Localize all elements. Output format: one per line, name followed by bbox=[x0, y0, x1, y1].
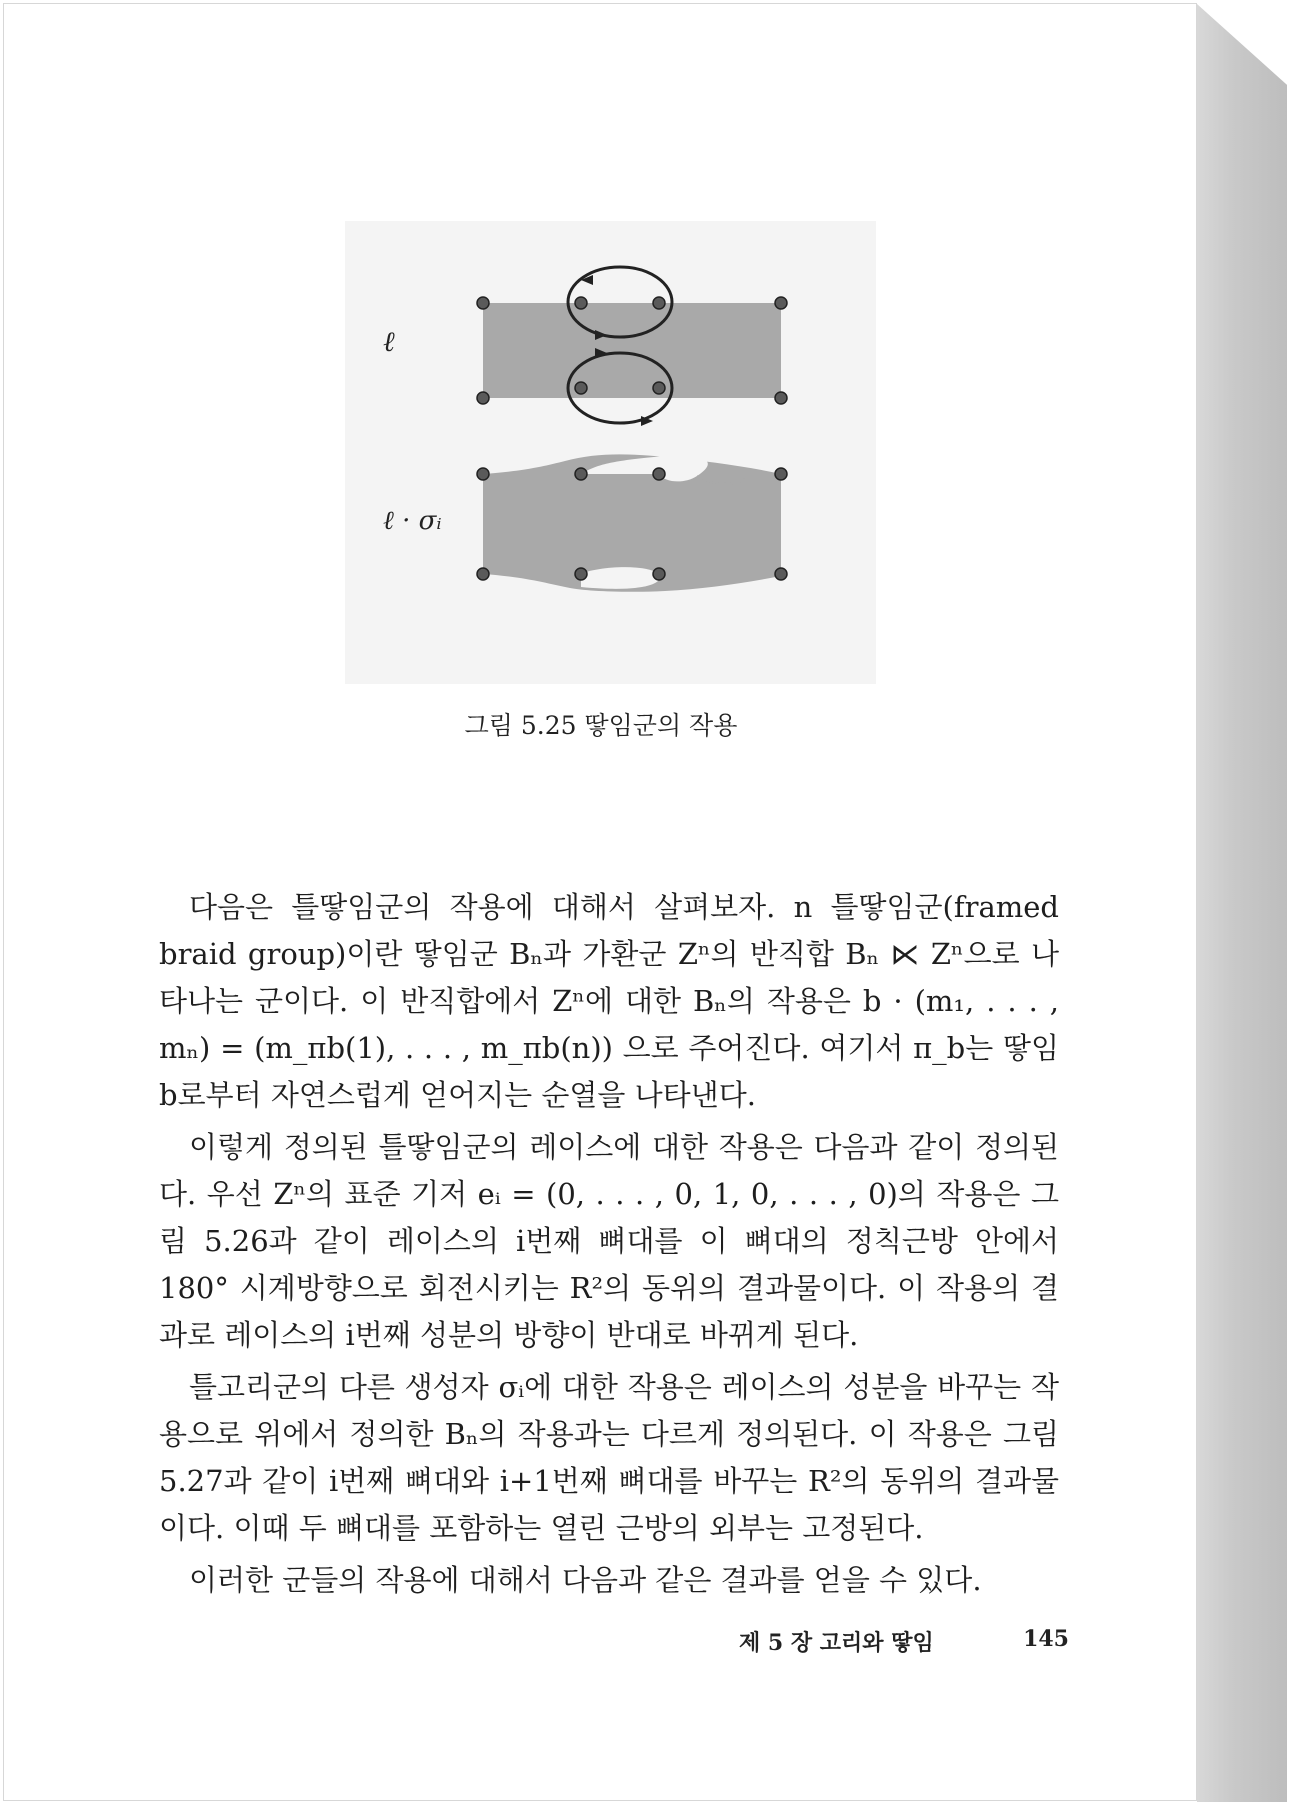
page-number: 145 bbox=[1023, 1626, 1069, 1652]
label-ell-sigma: ℓ · σᵢ bbox=[383, 506, 442, 536]
paragraph-3: 틀고리군의 다른 생성자 σᵢ에 대한 작용은 레이스의 성분을 바꾸는 작용으로 위에서 정의한 Bₙ의 작용과는 다르게 정의된다. 이 작용은 그림 5.27과 같이 i번째 뼈대와 i+1번째 뼈대를 바꾸는 R²의 동위의 결과물이다. 이때 두 뼈대를 포함하는 열린 근방의 외부는 고정된다. bbox=[159, 1370, 1059, 1545]
paragraph-1: 다음은 틀땋임군의 작용에 대해서 살펴보자. n 틀땋임군(framed braid group)이란 땋임군 Bₙ과 가환군 Zⁿ의 반직합 Bₙ ⋉ Zⁿ으로 나타나는 군이다. 이 반직합에서 Zⁿ에 대한 Bₙ의 작용은 b · (m₁, . . . , mₙ) = (m_πb(1), . . . , m_πb(n)) 으로 주어진다. 여기서 π_b는 땋임 b로부터 자연스럽게 얻어지는 순열을 나타낸다. bbox=[159, 890, 1059, 1112]
figure-diagram bbox=[345, 221, 876, 684]
label-ell: ℓ bbox=[383, 325, 395, 358]
book-side-edge bbox=[1197, 4, 1287, 1802]
paragraph-2: 이렇게 정의된 틀땋임군의 레이스에 대한 작용은 다음과 같이 정의된다. 우선 Zⁿ의 표준 기저 eᵢ = (0, . . . , 0, 1, 0, . . . , 0)의 작용은 그림 5.26과 같이 레이스의 i번째 뼈대를 이 뼈대의 정칙근방 안에서 180° 시계방향으로 회전시키는 R²의 동위의 결과물이다. 이 작용의 결과로 레이스의 i번째 성분의 방향이 반대로 바뀌게 된다. bbox=[159, 1130, 1059, 1352]
figure-caption: 그림 5.25 땋임군의 작용 bbox=[464, 711, 738, 740]
figure-5-25 bbox=[345, 221, 876, 684]
lace-band-top bbox=[483, 303, 781, 398]
body-text bbox=[159, 884, 1059, 1609]
chapter-title: 제 5 장 고리와 땋임 bbox=[739, 1630, 934, 1656]
page-footer bbox=[739, 1626, 1069, 1657]
band-slit-bottom bbox=[581, 567, 660, 589]
paragraph-4: 이러한 군들의 작용에 대해서 다음과 같은 결과를 얻을 수 있다. bbox=[189, 1563, 982, 1597]
book-page bbox=[3, 3, 1197, 1801]
